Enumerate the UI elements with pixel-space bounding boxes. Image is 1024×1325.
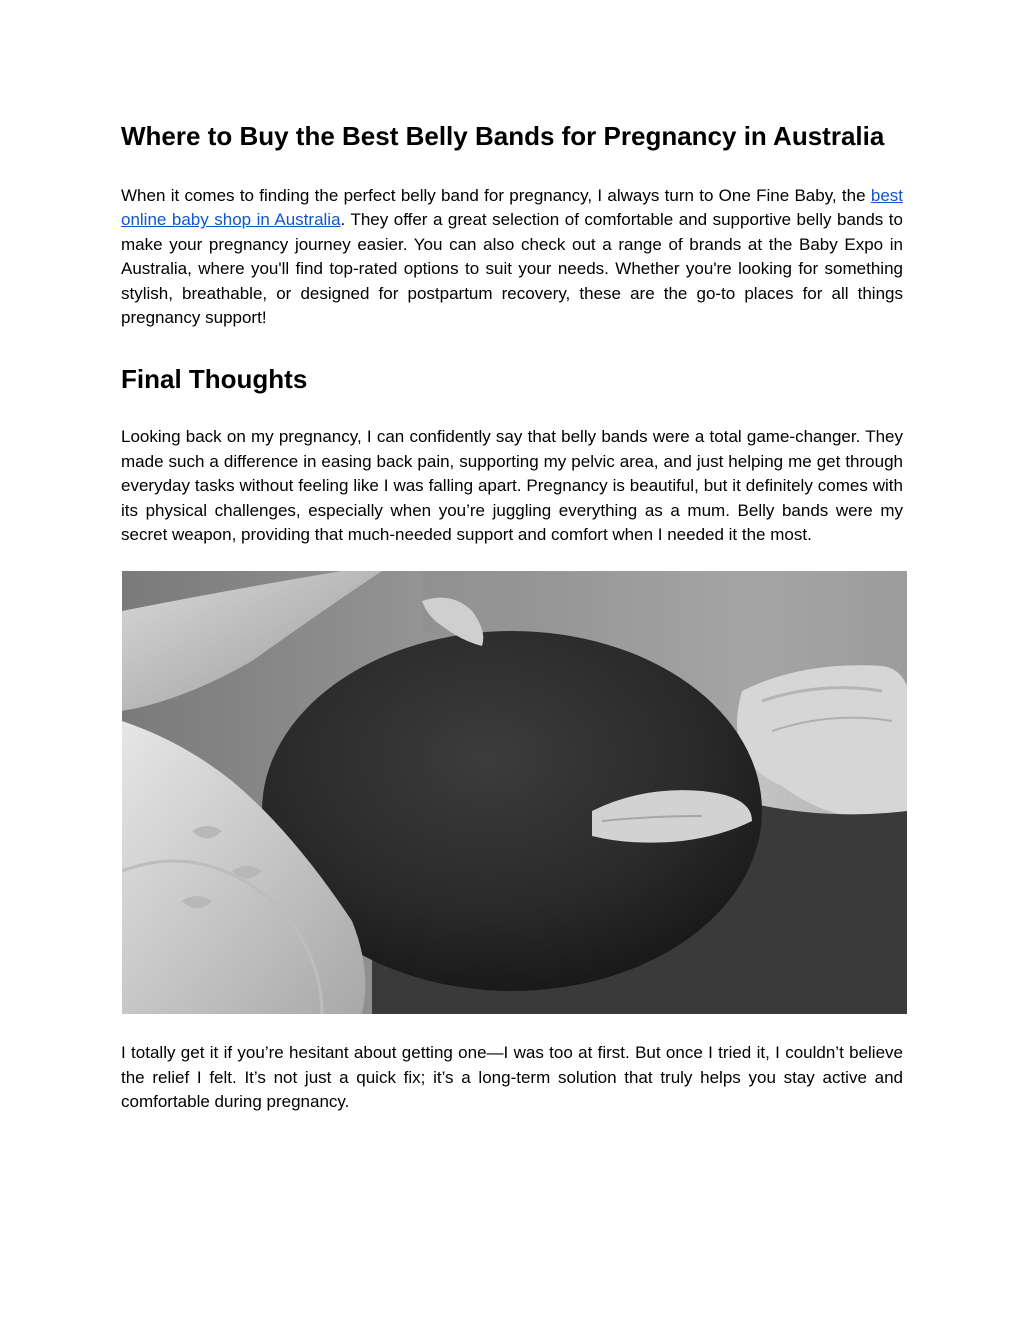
article-title: Where to Buy the Best Belly Bands for Pregnancy in Australia — [121, 121, 885, 151]
document-page — [121, 116, 903, 1115]
pregnancy-photo — [122, 571, 907, 1014]
intro-text-before-link: When it comes to finding the perfect belly band for pregnancy, I always turn to One Fine Baby, the — [121, 186, 871, 205]
intro-paragraph — [121, 184, 903, 330]
closing-paragraph: I totally get it if you’re hesitant about getting one—I was too at first. But once I tried it, I couldn’t believe the relief I felt. It’s not just a quick fix; it’s a long-term solution that truly helps you stay active and comfortable during pregnancy. — [121, 1043, 903, 1112]
final-thoughts-heading: Final Thoughts — [121, 364, 308, 395]
intro-text-after-link: . They offer a great selection of comfortable and supportive belly bands to make your pregnancy journey easier. You can also check out a range of brands at the Baby Expo in Australia, where you'll find top-rated options to suit your needs. Whether you're looking for something stylish, breathable, or designed for postpartum recovery, these are the go-to places for all things pregnancy support! — [121, 210, 903, 328]
final-thoughts-paragraph: Looking back on my pregnancy, I can confidently say that belly bands were a total game-changer. They made such a difference in easing back pain, supporting my pelvic area, and just helping me get through everyday tasks without feeling like I was falling apart. Pregnancy is beautiful, but it definitely comes with its physical challenges, especially when you’re juggling everything as a mum. Belly bands were my secret weapon, providing that much-needed support and comfort when I needed it the most. — [121, 427, 903, 545]
pregnancy-photo-illustration — [122, 571, 907, 1014]
baby-shop-link[interactable]: best online baby shop in Australia — [121, 186, 903, 230]
